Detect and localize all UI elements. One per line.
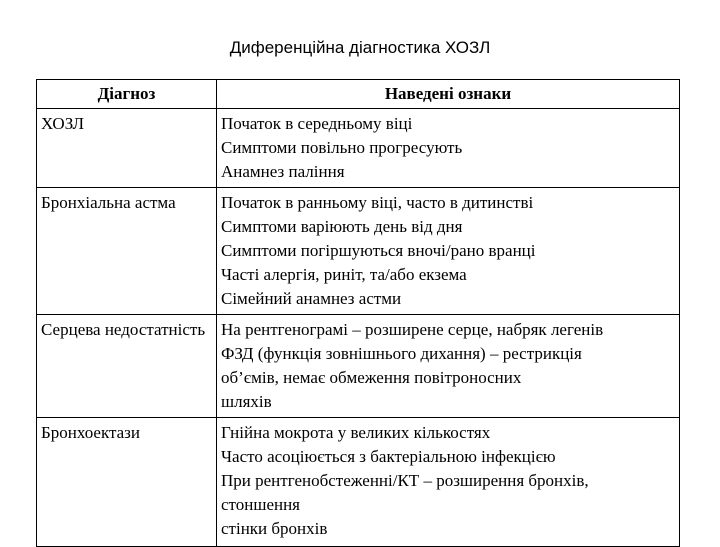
table-row bbox=[37, 188, 680, 315]
feature-line: Симптоми варіюють день від дня bbox=[221, 217, 463, 236]
header-features: Наведені ознаки bbox=[217, 80, 680, 109]
diagnosis-cell: Бронхоектази bbox=[37, 418, 217, 547]
feature-line: Початок в середньому віці bbox=[221, 114, 413, 133]
diagnosis-cell: ХОЗЛ bbox=[37, 109, 217, 188]
table-row bbox=[37, 109, 680, 188]
table-row bbox=[37, 315, 680, 418]
page-title: Диференційна діагностика ХОЗЛ bbox=[229, 38, 491, 57]
feature-line: Сімейний анамнез астми bbox=[221, 289, 402, 308]
feature-line: стоншення bbox=[221, 495, 300, 514]
feature-line: об’ємів, немає обмеження повітроносних bbox=[221, 368, 522, 387]
differential-diagnosis-table bbox=[36, 79, 680, 547]
feature-line: шляхів bbox=[221, 392, 272, 411]
features-cell bbox=[217, 188, 680, 315]
feature-line: При рентгенобстеженні/КТ – розширення бронхів, bbox=[221, 471, 589, 490]
feature-line: Початок в ранньому віці, часто в дитинстві bbox=[221, 193, 534, 212]
feature-line: Анамнез паління bbox=[221, 162, 345, 181]
features-cell bbox=[217, 315, 680, 418]
feature-line: Часто асоціюється з бактеріальною інфекцією bbox=[221, 447, 556, 466]
feature-line: Симптоми погіршуються вночі/рано вранці bbox=[221, 241, 536, 260]
feature-line: На рентгенограмі – розширене серце, набряк легенів bbox=[221, 320, 604, 339]
header-diagnosis: Діагноз bbox=[37, 80, 217, 109]
diagnosis-cell: Серцева недостатність bbox=[37, 315, 217, 418]
table-row bbox=[37, 418, 680, 547]
feature-line: Гнійна мокрота у великих кількостях bbox=[221, 423, 491, 442]
table-header-row bbox=[37, 80, 680, 109]
feature-line: Часті алергія, риніт, та/або екзема bbox=[221, 265, 467, 284]
diagnosis-cell: Бронхіальна астма bbox=[37, 188, 217, 315]
feature-line: стінки бронхів bbox=[221, 519, 328, 538]
features-cell bbox=[217, 418, 680, 547]
feature-line: Симптоми повільно прогресують bbox=[221, 138, 463, 157]
feature-line: ФЗД (функція зовнішнього дихання) – рестрикція bbox=[221, 344, 582, 363]
features-cell bbox=[217, 109, 680, 188]
